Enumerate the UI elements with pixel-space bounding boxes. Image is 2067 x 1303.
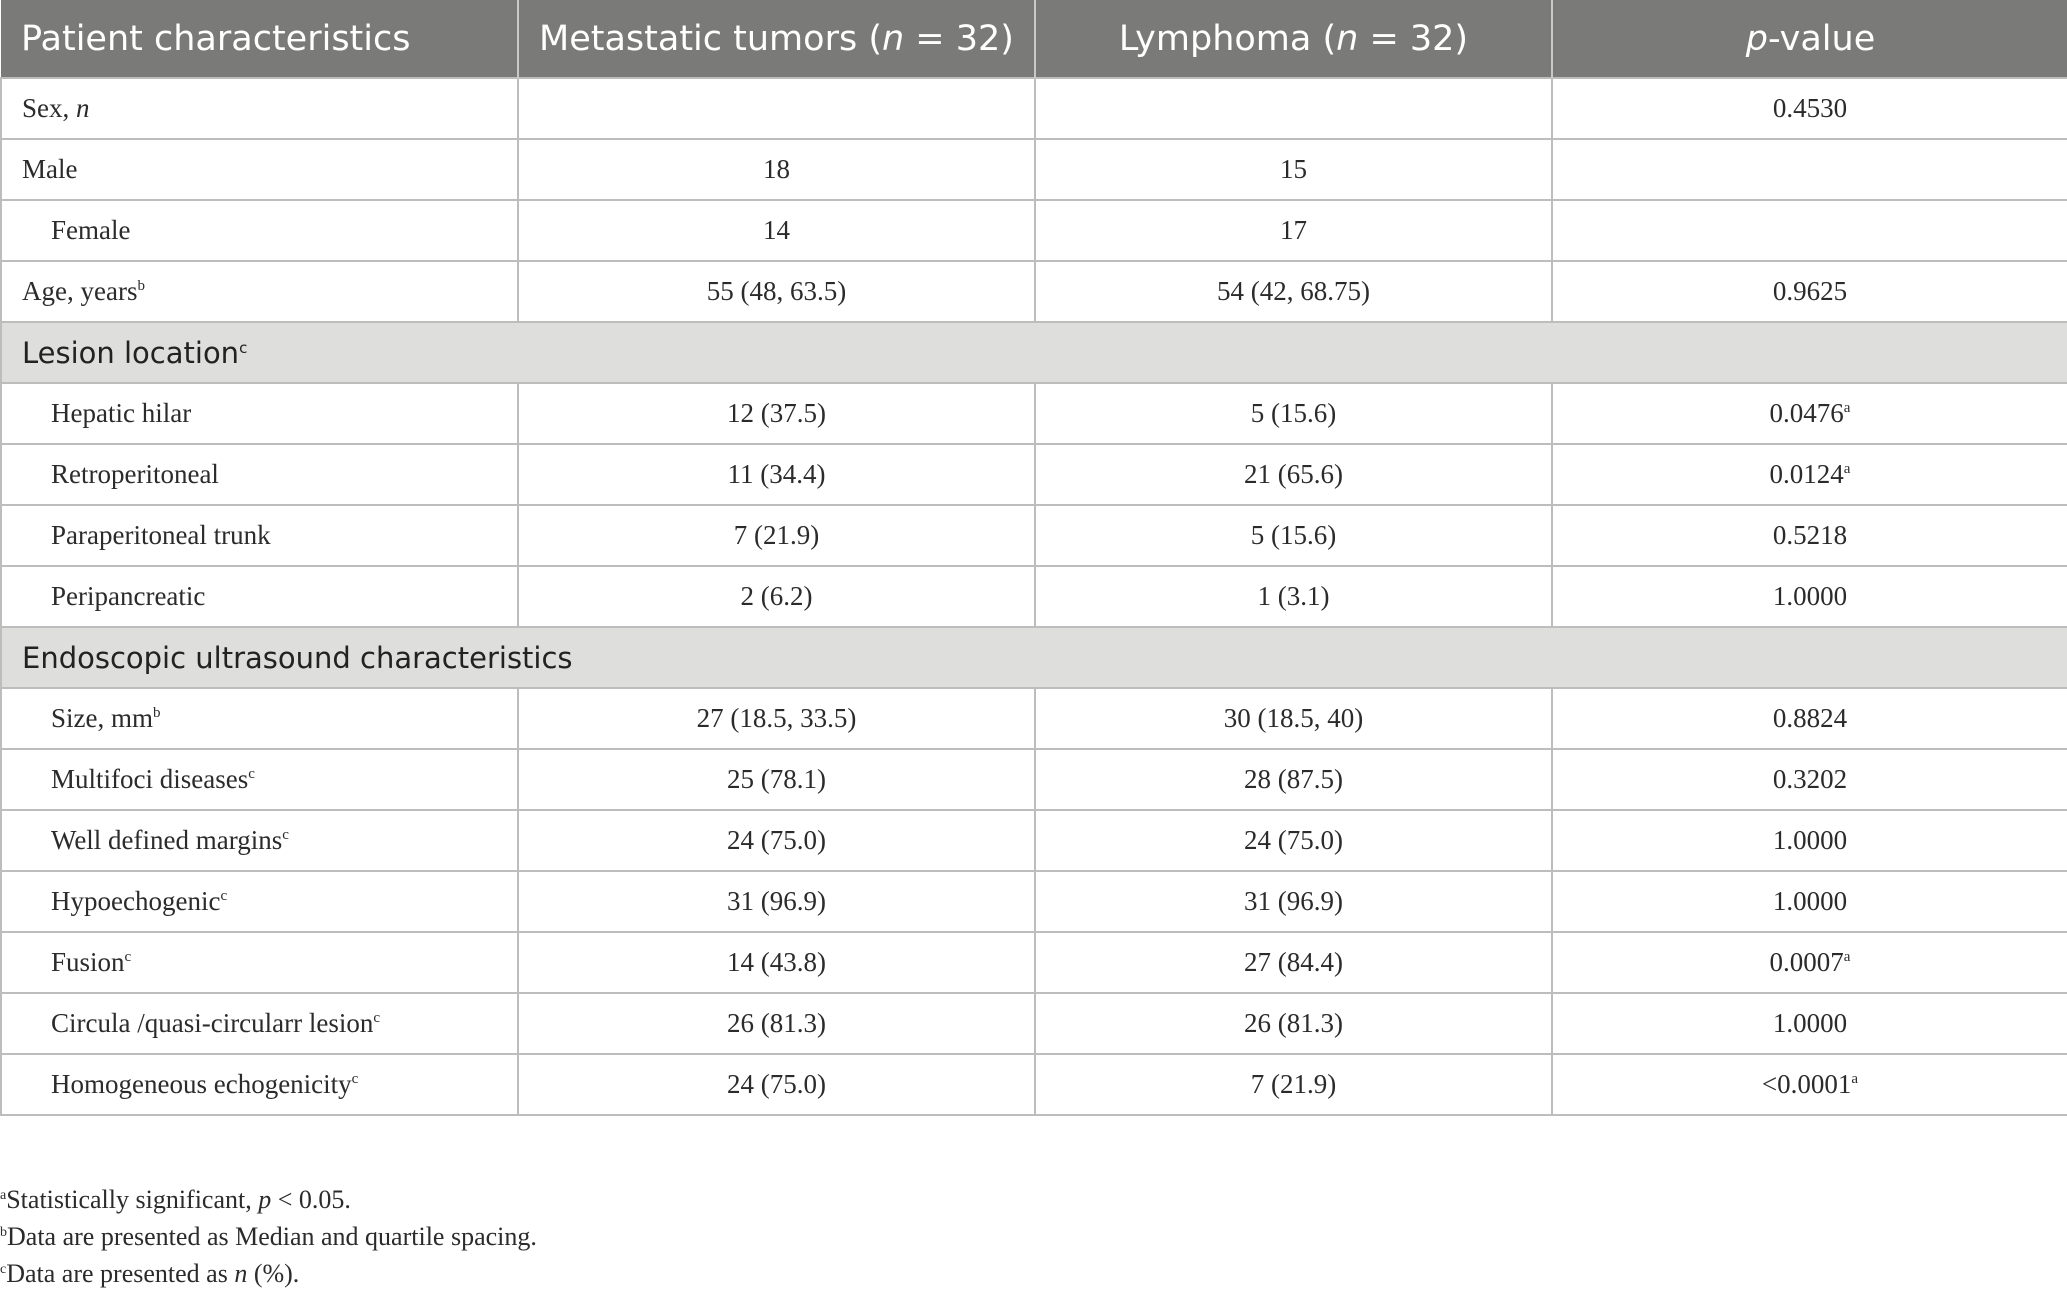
table-footnotes bbox=[0, 1181, 537, 1292]
label-text: Multifoci diseases bbox=[51, 764, 249, 794]
row-label: Peripancreatic bbox=[1, 566, 518, 627]
cell-lymphoma: 28 (87.5) bbox=[1035, 749, 1552, 810]
header-n-var: n bbox=[1336, 18, 1359, 59]
label-text: Homogeneous echogenicity bbox=[51, 1069, 352, 1099]
footnote-text: Statistically significant, bbox=[6, 1185, 259, 1214]
table-row-peripancreatic bbox=[1, 566, 2067, 627]
cell-metastatic: 11 (34.4) bbox=[518, 444, 1035, 505]
cell-p-value bbox=[1552, 383, 2067, 444]
section-row-eus-characteristics bbox=[1, 627, 2067, 688]
footnote-marker: b bbox=[137, 278, 145, 294]
label-text: Sex, bbox=[22, 93, 76, 123]
cell-metastatic: 7 (21.9) bbox=[518, 505, 1035, 566]
cell-p-value: 0.3202 bbox=[1552, 749, 2067, 810]
cell-lymphoma: 27 (84.4) bbox=[1035, 932, 1552, 993]
cell-metastatic: 31 (96.9) bbox=[518, 871, 1035, 932]
cell-metastatic: 24 (75.0) bbox=[518, 810, 1035, 871]
cell-p-value bbox=[1552, 444, 2067, 505]
row-label bbox=[1, 993, 518, 1054]
header-label: Patient characteristics bbox=[21, 18, 411, 59]
table-row-hypoechogenic bbox=[1, 871, 2067, 932]
row-label bbox=[1, 749, 518, 810]
cell-p-value: 1.0000 bbox=[1552, 566, 2067, 627]
section-text: Lesion location bbox=[22, 335, 240, 370]
header-p-value bbox=[1552, 0, 2067, 78]
row-label: Male bbox=[1, 139, 518, 200]
cell-metastatic: 55 (48, 63.5) bbox=[518, 261, 1035, 322]
cell-lymphoma: 30 (18.5, 40) bbox=[1035, 688, 1552, 749]
footnote-text: < 0.05. bbox=[271, 1185, 351, 1214]
footnote-italic: p bbox=[258, 1185, 272, 1214]
p-text: 0.0007 bbox=[1769, 947, 1844, 977]
cell-p-value: 0.5218 bbox=[1552, 505, 2067, 566]
footnote-marker: b bbox=[153, 705, 161, 721]
footnote-b bbox=[0, 1218, 537, 1255]
header-p-var: p bbox=[1745, 18, 1768, 59]
cell-lymphoma: 7 (21.9) bbox=[1035, 1054, 1552, 1115]
p-text: <0.0001 bbox=[1761, 1069, 1852, 1099]
footnote-marker: b bbox=[0, 1225, 7, 1240]
row-label bbox=[1, 78, 518, 139]
footnote-marker: c bbox=[0, 1262, 7, 1277]
cell-lymphoma: 15 bbox=[1035, 139, 1552, 200]
cell-metastatic: 14 bbox=[518, 200, 1035, 261]
header-row bbox=[1, 0, 2067, 78]
cell-p-value bbox=[1552, 1054, 2067, 1115]
footnote-marker: c bbox=[220, 888, 228, 904]
cell-lymphoma: 26 (81.3) bbox=[1035, 993, 1552, 1054]
cell-lymphoma: 5 (15.6) bbox=[1035, 383, 1552, 444]
row-label bbox=[1, 688, 518, 749]
footnote-marker: a bbox=[1843, 400, 1851, 416]
cell-metastatic: 25 (78.1) bbox=[518, 749, 1035, 810]
table-row-fusion bbox=[1, 932, 2067, 993]
cell-lymphoma: 17 bbox=[1035, 200, 1552, 261]
header-lymphoma bbox=[1035, 0, 1552, 78]
label-text: Well defined margins bbox=[51, 825, 283, 855]
row-label bbox=[1, 932, 518, 993]
row-label bbox=[1, 1054, 518, 1115]
cell-lymphoma: 5 (15.6) bbox=[1035, 505, 1552, 566]
footnote-text: (%). bbox=[247, 1259, 300, 1288]
cell-lymphoma: 1 (3.1) bbox=[1035, 566, 1552, 627]
footnote-marker: c bbox=[239, 338, 248, 357]
cell-lymphoma: 54 (42, 68.75) bbox=[1035, 261, 1552, 322]
table-row-hepatic-hilar bbox=[1, 383, 2067, 444]
footnote-marker: a bbox=[1843, 949, 1851, 965]
table-row-homogeneous-echogenicity bbox=[1, 1054, 2067, 1115]
cell-metastatic: 18 bbox=[518, 139, 1035, 200]
header-label: Metastatic tumors ( bbox=[539, 18, 882, 59]
p-text: 0.0124 bbox=[1769, 459, 1844, 489]
label-text: Circula /quasi-circularr lesion bbox=[51, 1008, 374, 1038]
cell-lymphoma: 31 (96.9) bbox=[1035, 871, 1552, 932]
label-text: Fusion bbox=[51, 947, 125, 977]
table-row-retroperitoneal bbox=[1, 444, 2067, 505]
cell-p-value bbox=[1552, 200, 2067, 261]
header-label: = 32) bbox=[1358, 18, 1469, 59]
header-label: = 32) bbox=[904, 18, 1014, 59]
cell-lymphoma: 21 (65.6) bbox=[1035, 444, 1552, 505]
row-label: Paraperitoneal trunk bbox=[1, 505, 518, 566]
header-label: Lymphoma ( bbox=[1118, 18, 1337, 59]
section-label bbox=[1, 322, 2067, 383]
cell-p-value bbox=[1552, 139, 2067, 200]
table-row-age bbox=[1, 261, 2067, 322]
cell-lymphoma: 24 (75.0) bbox=[1035, 810, 1552, 871]
cell-p-value: 1.0000 bbox=[1552, 871, 2067, 932]
cell-metastatic: 24 (75.0) bbox=[518, 1054, 1035, 1115]
row-label bbox=[1, 810, 518, 871]
cell-p-value bbox=[1552, 932, 2067, 993]
section-row-lesion-location bbox=[1, 322, 2067, 383]
header-label: -value bbox=[1767, 18, 1876, 59]
footnote-italic: n bbox=[234, 1259, 248, 1288]
table-row-well-defined-margins bbox=[1, 810, 2067, 871]
table-header bbox=[1, 0, 2067, 78]
row-label bbox=[1, 871, 518, 932]
table-row-female bbox=[1, 200, 2067, 261]
footnote-marker: a bbox=[0, 1188, 7, 1203]
footnote-c bbox=[0, 1255, 537, 1292]
table-row-size bbox=[1, 688, 2067, 749]
table-row-male bbox=[1, 139, 2067, 200]
cell-p-value: 0.9625 bbox=[1552, 261, 2067, 322]
cell-metastatic: 2 (6.2) bbox=[518, 566, 1035, 627]
row-label: Hepatic hilar bbox=[1, 383, 518, 444]
row-label bbox=[1, 261, 518, 322]
p-text: 0.0476 bbox=[1769, 398, 1844, 428]
cell-metastatic: 12 (37.5) bbox=[518, 383, 1035, 444]
footnote-marker: a bbox=[1843, 461, 1851, 477]
row-label: Retroperitoneal bbox=[1, 444, 518, 505]
table-body bbox=[1, 78, 2067, 1115]
cell-p-value: 0.8824 bbox=[1552, 688, 2067, 749]
label-text: Age, years bbox=[22, 276, 138, 306]
footnote-text: Data are presented as bbox=[6, 1259, 235, 1288]
footnote-text: Data are presented as Median and quartile spacing. bbox=[7, 1222, 537, 1251]
table-row-paraperitoneal-trunk bbox=[1, 505, 2067, 566]
cell-metastatic bbox=[518, 78, 1035, 139]
footnote-a bbox=[0, 1181, 537, 1218]
footnote-marker: c bbox=[124, 949, 132, 965]
header-patient-characteristics bbox=[1, 0, 518, 78]
section-label: Endoscopic ultrasound characteristics bbox=[1, 627, 2067, 688]
table-row-circular-lesion bbox=[1, 993, 2067, 1054]
footnote-marker: a bbox=[1851, 1071, 1859, 1087]
label-text: Size, mm bbox=[51, 703, 153, 733]
cell-p-value: 1.0000 bbox=[1552, 810, 2067, 871]
footnote-marker: c bbox=[248, 766, 255, 782]
cell-metastatic: 26 (81.3) bbox=[518, 993, 1035, 1054]
cell-lymphoma bbox=[1035, 78, 1552, 139]
cell-metastatic: 27 (18.5, 33.5) bbox=[518, 688, 1035, 749]
footnote-marker: c bbox=[373, 1010, 381, 1026]
footnote-marker: c bbox=[282, 827, 289, 843]
cell-metastatic: 14 (43.8) bbox=[518, 932, 1035, 993]
cell-p-value: 0.4530 bbox=[1552, 78, 2067, 139]
table-row-sex bbox=[1, 78, 2067, 139]
label-text: Hypoechogenic bbox=[51, 886, 221, 916]
footnote-marker: c bbox=[351, 1071, 359, 1087]
table-row-multifoci bbox=[1, 749, 2067, 810]
header-metastatic-tumors bbox=[518, 0, 1035, 78]
row-label: Female bbox=[1, 200, 518, 261]
header-n-var: n bbox=[881, 18, 905, 59]
cell-p-value: 1.0000 bbox=[1552, 993, 2067, 1054]
label-italic: n bbox=[76, 93, 90, 123]
